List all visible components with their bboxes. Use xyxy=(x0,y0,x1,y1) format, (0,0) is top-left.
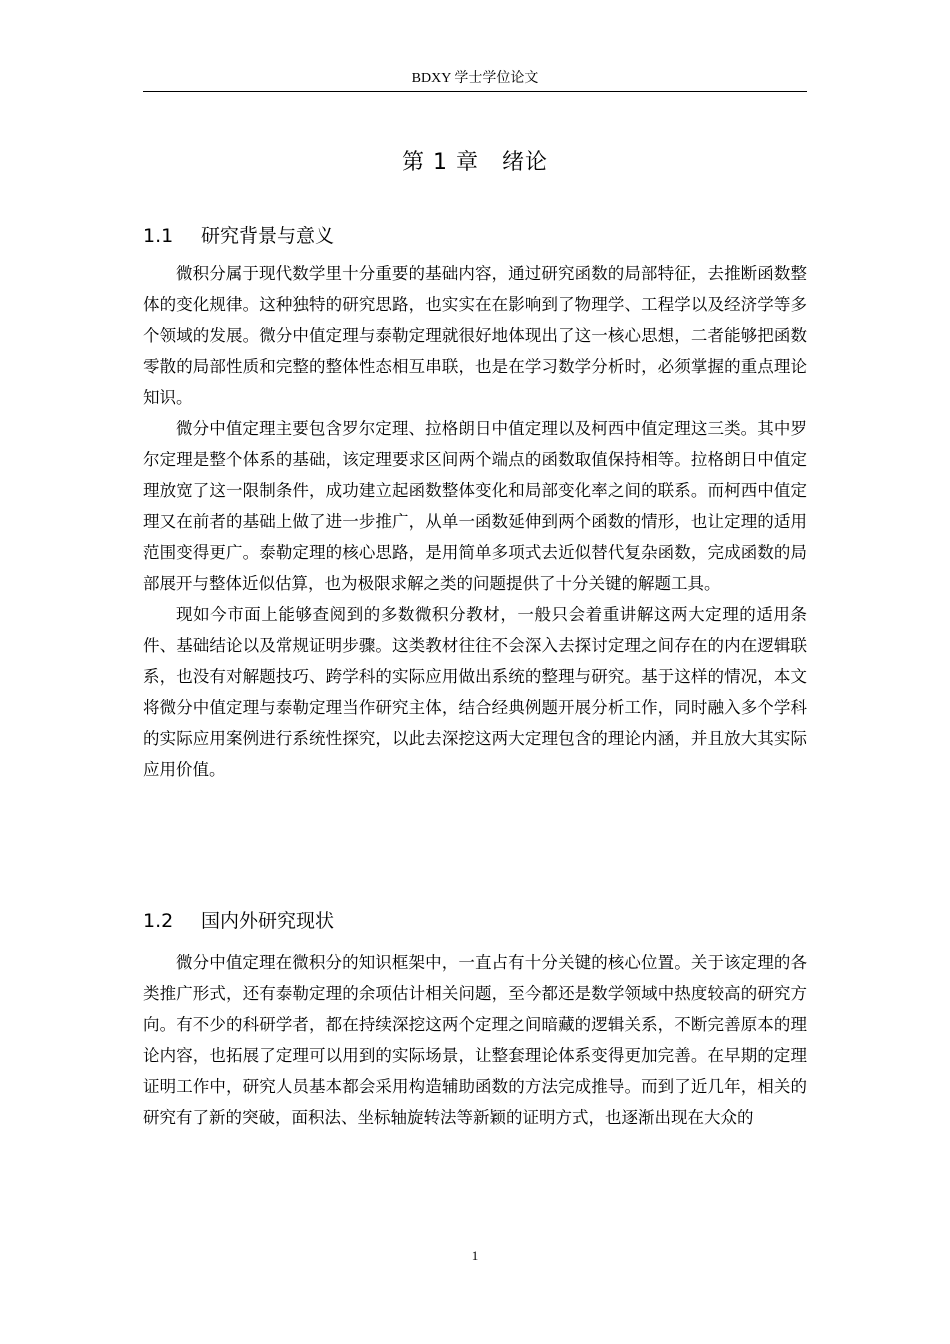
section-number: 1.2 xyxy=(143,910,174,932)
section-body-1-2 xyxy=(143,947,807,1133)
section-heading-1-2 xyxy=(143,908,807,934)
section-title: 国内外研究现状 xyxy=(201,910,335,932)
section-heading-1-1 xyxy=(143,223,807,249)
section-body-1-1 xyxy=(143,258,807,785)
header-rule xyxy=(143,91,807,92)
section-title: 研究背景与意义 xyxy=(201,225,335,247)
running-header: BDXY 学士学位论文 xyxy=(411,71,539,86)
paragraph: 微积分属于现代数学里十分重要的基础内容，通过研究函数的局部特征，去推断函数整体的变化规律。这种独特的研究思路，也实实在在影响到了物理学、工程学以及经济学等多个领域的发展。微分中值定理与泰勒定理就很好地体现出了这一核心思想，二者能够把函数零散的局部性质和完整的整体性态相互串联，也是在学习数学分析时，必须掌握的重点理论知识。 xyxy=(143,264,807,407)
paragraph: 微分中值定理在微积分的知识框架中，一直占有十分关键的核心位置。关于该定理的各类推广形式，还有泰勒定理的余项估计相关问题，至今都还是数学领域中热度较高的研究方向。有不少的科研学者，都在持续深挖这两个定理之间暗藏的逻辑关系，不断完善原本的理论内容，也拓展了定理可以用到的实际场景，让整套理论体系变得更加完善。在早期的定理证明工作中，研究人员基本都会采用构造辅助函数的方法完成推导。而到了近几年，相关的研究有了新的突破，面积法、坐标轴旋转法等新颖的证明方式，也逐渐出现在大众的 xyxy=(143,953,807,1127)
chapter-title: 第 1 章 绪论 xyxy=(402,150,548,175)
paragraph: 现如今市面上能够查阅到的多数微积分教材，一般只会着重讲解这两大定理的适用条件、基础结论以及常规证明步骤。这类教材往往不会深入去探讨定理之间存在的内在逻辑联系，也没有对解题技巧、跨学科的实际应用做出系统的整理与研究。基于这样的情况，本文将微分中值定理与泰勒定理当作研究主体，结合经典例题开展分析工作，同时融入多个学科的实际应用案例进行系统性探究，以此去深挖这两大定理包含的理论内涵，并且放大其实际应用价值。 xyxy=(143,605,807,779)
section-number: 1.1 xyxy=(143,225,174,247)
paragraph: 微分中值定理主要包含罗尔定理、拉格朗日中值定理以及柯西中值定理这三类。其中罗尔定理是整个体系的基础，该定理要求区间两个端点的函数取值保持相等。拉格朗日中值定理放宽了这一限制条件，成功建立起函数整体变化和局部变化率之间的联系。而柯西中值定理又在前者的基础上做了进一步推广，从单一函数延伸到两个函数的情形，也让定理的适用范围变得更广。泰勒定理的核心思路，是用简单多项式去近似替代复杂函数，完成函数的局部展开与整体近似估算，也为极限求解之类的问题提供了十分关键的解题工具。 xyxy=(143,419,807,593)
page-number: 1 xyxy=(471,1248,479,1263)
